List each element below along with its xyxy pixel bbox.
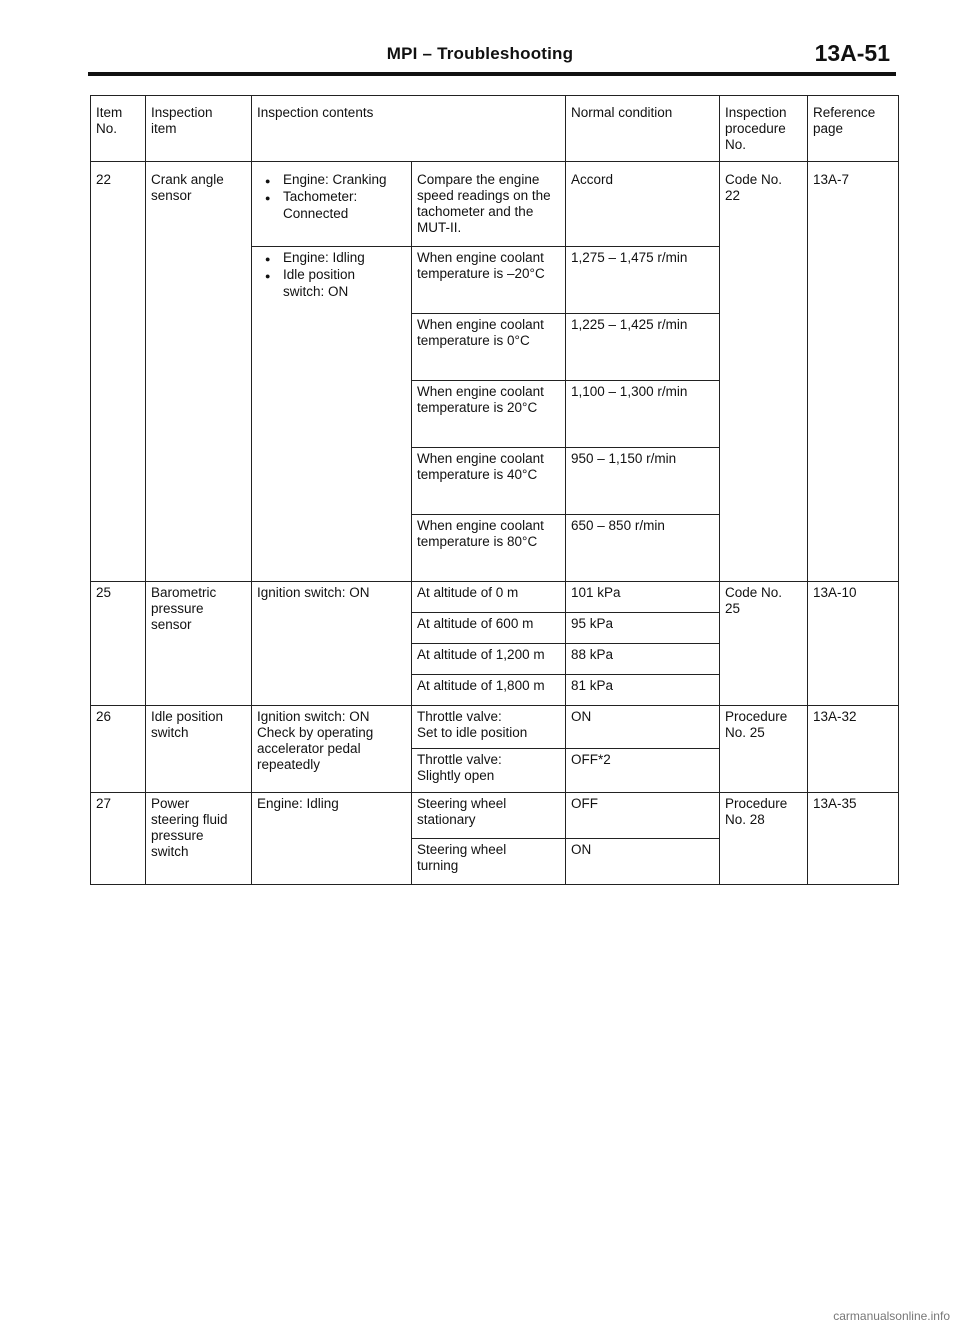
condition-cell: Ignition switch: ON Check by operating accelerator pedal repeatedly (252, 706, 412, 793)
item-no-cell: 26 (91, 706, 146, 793)
normal-condition-cell: ON (566, 839, 720, 885)
item-no-cell: 25 (91, 582, 146, 706)
normal-condition-cell: 1,225 – 1,425 r/min (566, 314, 720, 381)
sub-condition-cell: When engine coolant temperature is 0°C (412, 314, 566, 381)
condition-bullet: ● Tachometer: Connected (257, 189, 406, 222)
header-item-no: Item No. (91, 96, 146, 162)
procedure-cell: Code No. 22 (720, 162, 808, 582)
normal-condition-cell: 88 kPa (566, 644, 720, 675)
reference-cell: 13A-10 (808, 582, 899, 706)
condition-cell: Engine: Idling (252, 793, 412, 885)
sub-condition-cell: At altitude of 0 m (412, 582, 566, 613)
normal-condition-cell: 81 kPa (566, 675, 720, 706)
watermark: carmanualsonline.info (833, 1309, 950, 1323)
item-no-cell: 22 (91, 162, 146, 582)
normal-condition-cell: 101 kPa (566, 582, 720, 613)
table-row (91, 793, 899, 839)
sub-condition-cell: At altitude of 1,800 m (412, 675, 566, 706)
sub-condition-cell: When engine coolant temperature is –20°C (412, 247, 566, 314)
table-row (91, 162, 899, 247)
sub-condition-cell: Steering wheel stationary (412, 793, 566, 839)
sub-condition-cell: Throttle valve: Slightly open (412, 749, 566, 793)
condition-bullet: ● Engine: Cranking (257, 172, 406, 189)
table-row (91, 582, 899, 613)
normal-condition-cell: 950 – 1,150 r/min (566, 448, 720, 515)
troubleshooting-table (90, 95, 899, 885)
sub-condition-cell: At altitude of 1,200 m (412, 644, 566, 675)
table-row (91, 706, 899, 749)
sub-condition-cell: When engine coolant temperature is 20°C (412, 381, 566, 448)
inspection-item-cell: Power steering fluid pressure switch (146, 793, 252, 885)
page-number: 13A-51 (814, 40, 890, 66)
normal-condition-cell: OFF*2 (566, 749, 720, 793)
normal-condition-cell: 1,100 – 1,300 r/min (566, 381, 720, 448)
sub-condition-cell: At altitude of 600 m (412, 613, 566, 644)
item-no-cell: 27 (91, 793, 146, 885)
condition-bullet: ● Engine: Idling (257, 250, 406, 267)
header-row (91, 96, 899, 162)
header-reference-page: Reference page (808, 96, 899, 162)
sub-condition-cell: When engine coolant temperature is 80°C (412, 515, 566, 582)
normal-condition-cell: 650 – 850 r/min (566, 515, 720, 582)
sub-condition-cell: Compare the engine speed readings on the tachometer and the MUT-II. (412, 162, 566, 247)
normal-condition-cell: ON (566, 706, 720, 749)
procedure-cell: Procedure No. 28 (720, 793, 808, 885)
condition-cell (252, 247, 412, 582)
reference-cell: 13A-35 (808, 793, 899, 885)
condition-cell: Ignition switch: ON (252, 582, 412, 706)
normal-condition-cell: OFF (566, 793, 720, 839)
sub-condition-cell: Steering wheel turning (412, 839, 566, 885)
header-procedure-no: Inspection procedure No. (720, 96, 808, 162)
header-inspection-item: Inspection item (146, 96, 252, 162)
procedure-cell: Procedure No. 25 (720, 706, 808, 793)
normal-condition-cell: 1,275 – 1,475 r/min (566, 247, 720, 314)
inspection-item-cell: Idle position switch (146, 706, 252, 793)
header-inspection-contents: Inspection contents (252, 96, 566, 162)
sub-condition-cell: Throttle valve: Set to idle position (412, 706, 566, 749)
procedure-cell: Code No. 25 (720, 582, 808, 706)
normal-condition-cell: 95 kPa (566, 613, 720, 644)
inspection-item-cell: Barometric pressure sensor (146, 582, 252, 706)
reference-cell: 13A-32 (808, 706, 899, 793)
normal-condition-cell: Accord (566, 162, 720, 247)
reference-cell: 13A-7 (808, 162, 899, 582)
condition-bullet: ● Idle position switch: ON (257, 267, 406, 300)
page-title: MPI – Troubleshooting (386, 44, 574, 63)
condition-cell (252, 162, 412, 247)
sub-condition-cell: When engine coolant temperature is 40°C (412, 448, 566, 515)
header-rule (88, 72, 896, 76)
inspection-item-cell: Crank angle sensor (146, 162, 252, 582)
header-normal-condition: Normal condition (566, 96, 720, 162)
